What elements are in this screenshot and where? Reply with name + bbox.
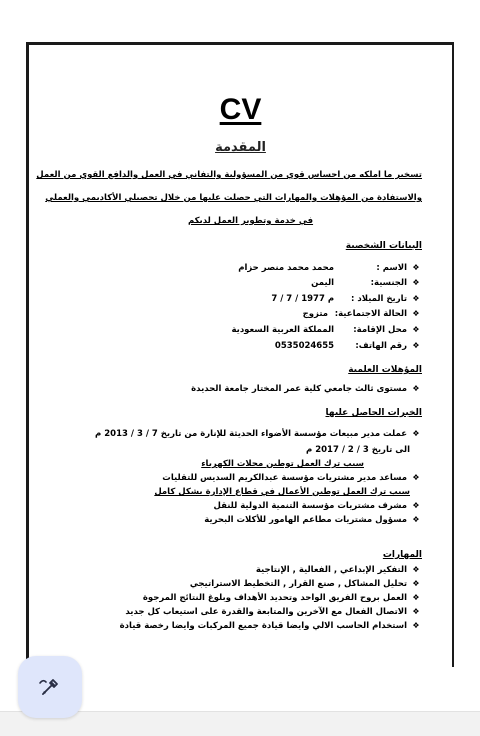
skill-text: التفكير الإبداعي , الفعالية , الإنتاجية (255, 565, 408, 575)
bullet-icon: ❖ (412, 325, 420, 334)
field-value: محمد محمد منصر حزام (238, 263, 335, 273)
experience-item (213, 501, 422, 514)
cv-title: CV (219, 93, 262, 126)
field-label: الحالة الاجتماعية: (334, 309, 408, 319)
skill-text: العمل بروح الفريق الواحد وتحديد الأهداف وبلوغ النتائج المرجوة (142, 593, 408, 603)
experience-continuation: الى تاريخ 3 / 2 / 2017 م (306, 445, 410, 455)
education-text: مستوى ثالث جامعي كلية عمر المختار جامعة الحديدة (191, 384, 408, 394)
document-page (26, 42, 454, 667)
bullet-icon: ❖ (412, 501, 420, 510)
personal-field (311, 278, 422, 291)
skill-text: تحليل المشاكل , صنع القرار , التخطيط الاستراتيجي (189, 579, 408, 589)
field-label: محل الإقامة: (353, 325, 408, 335)
intro-line: في خدمة وتطوير العمل لديكم (187, 216, 314, 226)
skill-item (190, 579, 422, 592)
bullet-icon: ❖ (412, 565, 420, 574)
skill-item (256, 565, 422, 578)
field-value: المملكة العربية السعودية (231, 325, 335, 335)
personal-field (275, 341, 422, 354)
skills-heading: المهارات (382, 550, 422, 560)
bullet-icon: ❖ (412, 294, 420, 303)
field-label: تاريخ الميلاد : (351, 294, 408, 304)
experience-heading: الخبرات الحاصل عليها (325, 408, 422, 418)
field-label: الاسم : (376, 263, 408, 273)
bullet-icon: ❖ (412, 263, 420, 272)
experience-item (204, 515, 422, 528)
field-value: 7 / 7 / 1977 م (271, 294, 335, 304)
personal-field (303, 309, 422, 322)
field-label: رقم الهاتف: (355, 341, 408, 351)
intro-heading: المقدمة (215, 140, 266, 155)
bullet-icon: ❖ (412, 515, 420, 524)
edit-button[interactable] (18, 656, 82, 718)
skill-item (120, 621, 422, 634)
experience-reason: سبب ترك العمل توطين محلات الكهرباء (201, 459, 364, 469)
bullet-icon: ❖ (412, 607, 420, 616)
experience-item (95, 429, 422, 442)
bullet-icon: ❖ (412, 621, 420, 630)
education-heading: المؤهلات العلمية (348, 365, 422, 375)
bullet-icon: ❖ (412, 593, 420, 602)
skill-item (143, 593, 422, 606)
intro-line: والاستفادة من المؤهلات والمهارات التي حصلت عليها من خلال تحصيلي الأكاديمي والعملي (45, 193, 422, 203)
skill-text: الاتصال الفعال مع الآخرين والمتابعة والقدرة على استيعاب كل جديد (125, 607, 408, 617)
skill-item (125, 607, 422, 620)
field-label: الجنسية: (370, 278, 408, 288)
experience-text: مشرف مشتريات مؤسسة التنمية الدولية للنقل (213, 501, 408, 511)
experience-text: عملت مدير مبيعات مؤسسة الأضواء الحديثة للإنارة من تاريخ 7 / 3 / 2013 م (95, 429, 408, 439)
education-item (191, 384, 422, 397)
personal-field (271, 294, 422, 307)
bullet-icon: ❖ (412, 429, 420, 438)
cv-document (29, 45, 452, 667)
skill-text: استخدام الحاسب الالي وايضا قيادة جميع المركبات وايضا رخصة قيادة (119, 621, 408, 631)
bullet-icon: ❖ (412, 473, 420, 482)
personal-heading: البيانات الشخصية (345, 241, 422, 251)
personal-field (231, 325, 422, 338)
intro-line: تسخير ما املكه من احساس قوي من المسؤولية والتفاني في العمل والدافع القوي من العمل (36, 170, 422, 180)
bullet-icon: ❖ (412, 341, 420, 350)
experience-text: مسؤول مشتريات مطاعم الهامور للأكلات البحرية (204, 515, 408, 525)
personal-field (238, 263, 422, 276)
experience-item (162, 473, 422, 486)
field-value: متزوج (302, 309, 329, 319)
bullet-icon: ❖ (412, 309, 420, 318)
bullet-icon: ❖ (412, 579, 420, 588)
field-value: 0535024655 (274, 341, 335, 351)
experience-text: مساعد مدير مشتريات مؤسسة عبدالكريم السديس للتقليات (162, 473, 408, 483)
edit-pen-icon (37, 674, 63, 700)
field-value: اليمن (311, 278, 335, 288)
bullet-icon: ❖ (412, 384, 420, 393)
experience-reason: سبب ترك العمل توطين الأعمال في قطاع الإدارة بشكل كامل (154, 487, 410, 497)
bullet-icon: ❖ (412, 278, 420, 287)
